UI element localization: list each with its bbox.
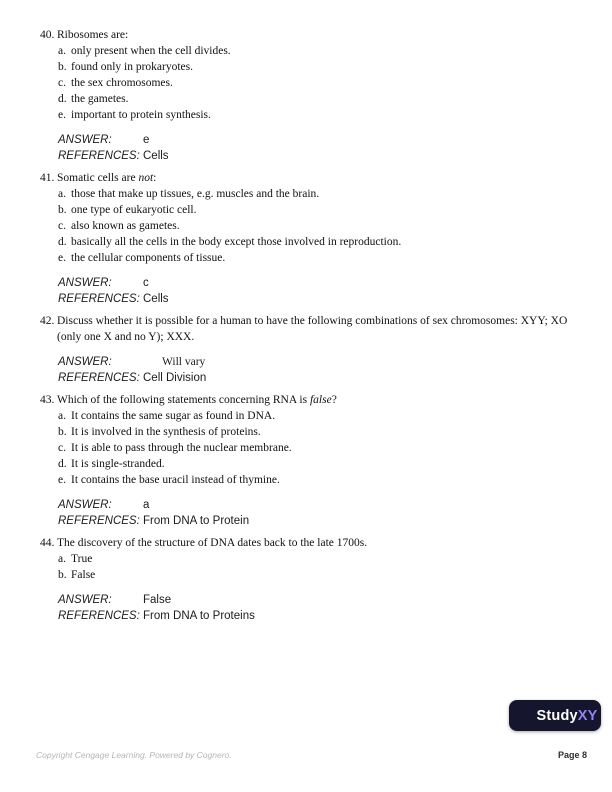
option-letter: b.	[58, 204, 67, 216]
option-text: It is single-stranded.	[71, 458, 165, 470]
answer-block	[58, 132, 578, 164]
references-row	[58, 291, 578, 307]
references-value: From DNA to Proteins	[143, 610, 255, 622]
question-line	[40, 170, 578, 186]
option-letter: b.	[58, 569, 67, 581]
option-row	[58, 424, 578, 440]
options-list	[58, 551, 578, 583]
option-row	[58, 456, 578, 472]
question-text: Ribosomes are:	[57, 29, 129, 41]
answer-block	[58, 497, 578, 529]
option-letter: c.	[58, 442, 66, 454]
option-row	[58, 567, 578, 583]
question-number: 40.	[40, 29, 55, 41]
logo-wordmark	[536, 708, 597, 724]
answer-value: c	[143, 277, 149, 289]
references-label: REFERENCES:	[58, 515, 140, 527]
answer-label: ANSWER:	[58, 134, 112, 146]
option-text: True	[71, 553, 93, 565]
references-value: From DNA to Protein	[143, 515, 250, 527]
footer-copyright: Copyright Cengage Learning. Powered by Cognero.	[36, 750, 232, 760]
studyxy-logo	[509, 700, 601, 731]
references-label: REFERENCES:	[58, 293, 140, 305]
question-41	[40, 170, 578, 307]
question-line	[40, 313, 578, 345]
references-label: REFERENCES:	[58, 610, 140, 622]
references-value: Cell Division	[143, 372, 207, 384]
references-label: REFERENCES:	[58, 372, 140, 384]
option-row	[58, 75, 578, 91]
question-number: 42.	[40, 315, 55, 327]
option-letter: e.	[58, 252, 66, 264]
option-row	[58, 408, 578, 424]
answer-label: ANSWER:	[58, 277, 112, 289]
questions-list	[40, 27, 578, 624]
option-row	[58, 551, 578, 567]
option-row	[58, 186, 578, 202]
answer-row	[58, 132, 578, 148]
question-number: 43.	[40, 394, 55, 406]
option-text: It contains the base uracil instead of thymine.	[71, 474, 280, 486]
option-row	[58, 43, 578, 59]
answer-block	[58, 592, 578, 624]
answer-row	[58, 354, 578, 370]
question-text: The discovery of the structure of DNA dates back to the late 1700s.	[57, 537, 368, 549]
references-value: Cells	[143, 293, 169, 305]
answer-block	[58, 275, 578, 307]
question-text: Discuss whether it is possible for a human to have the following combinations of sex chromosomes: XYY; XO (only one X and no Y); XXX.	[57, 315, 568, 343]
options-list	[58, 43, 578, 123]
option-text: It is able to pass through the nuclear membrane.	[71, 442, 292, 454]
answer-row	[58, 497, 578, 513]
option-text: found only in prokaryotes.	[71, 61, 194, 73]
answer-value: a	[143, 499, 150, 511]
option-text: False	[71, 569, 96, 581]
option-text: those that make up tissues, e.g. muscles and the brain.	[71, 188, 320, 200]
answer-value: Will vary	[162, 356, 206, 368]
question-42	[40, 313, 578, 386]
option-row	[58, 472, 578, 488]
references-row	[58, 370, 578, 386]
plus-icon	[512, 706, 531, 725]
option-letter: c.	[58, 77, 66, 89]
option-row	[58, 218, 578, 234]
references-label: REFERENCES:	[58, 150, 140, 162]
question-number: 41.	[40, 172, 55, 184]
answer-value: e	[143, 134, 150, 146]
option-letter: b.	[58, 61, 67, 73]
answer-label: ANSWER:	[58, 594, 112, 606]
question-line	[40, 27, 578, 43]
answer-label: ANSWER:	[58, 356, 112, 368]
answer-row	[58, 592, 578, 608]
option-row	[58, 91, 578, 107]
option-text: the cellular components of tissue.	[71, 252, 226, 264]
option-text: basically all the cells in the body except those involved in reproduction.	[71, 236, 402, 248]
option-text: one type of eukaryotic cell.	[71, 204, 197, 216]
question-text: Somatic cells are not:	[57, 172, 157, 184]
option-letter: d.	[58, 236, 67, 248]
question-number: 44.	[40, 537, 55, 549]
question-line	[40, 535, 578, 551]
options-list	[58, 408, 578, 488]
question-line	[40, 392, 578, 408]
option-row	[58, 202, 578, 218]
references-value: Cells	[143, 150, 169, 162]
answer-label: ANSWER:	[58, 499, 112, 511]
option-letter: e.	[58, 474, 66, 486]
option-text: the gametes.	[71, 93, 129, 105]
references-row	[58, 608, 578, 624]
question-44	[40, 535, 578, 624]
option-row	[58, 107, 578, 123]
option-text: It is involved in the synthesis of proteins.	[71, 426, 261, 438]
references-row	[58, 513, 578, 529]
logo-xy-text: XY	[577, 707, 598, 724]
question-43	[40, 392, 578, 529]
option-letter: e.	[58, 109, 66, 121]
option-row	[58, 234, 578, 250]
option-letter: d.	[58, 93, 67, 105]
option-letter: a.	[58, 188, 66, 200]
answer-block	[58, 354, 578, 386]
question-40	[40, 27, 578, 164]
option-letter: a.	[58, 410, 66, 422]
option-letter: a.	[58, 45, 66, 57]
footer-page-number: Page 8	[557, 750, 587, 760]
option-text: only present when the cell divides.	[71, 45, 231, 57]
option-letter: a.	[58, 553, 66, 565]
option-row	[58, 440, 578, 456]
logo-study-text: Study	[536, 707, 578, 724]
option-letter: d.	[58, 458, 67, 470]
option-text: also known as gametes.	[71, 220, 180, 232]
option-letter: b.	[58, 426, 67, 438]
option-row	[58, 250, 578, 266]
option-row	[58, 59, 578, 75]
answer-value: False	[143, 594, 172, 606]
option-letter: c.	[58, 220, 66, 232]
references-row	[58, 148, 578, 164]
option-text: the sex chromosomes.	[71, 77, 173, 89]
answer-row	[58, 275, 578, 291]
question-text: Which of the following statements concerning RNA is false?	[57, 394, 337, 406]
option-text: important to protein synthesis.	[71, 109, 211, 121]
options-list	[58, 186, 578, 266]
option-text: It contains the same sugar as found in DNA.	[71, 410, 276, 422]
